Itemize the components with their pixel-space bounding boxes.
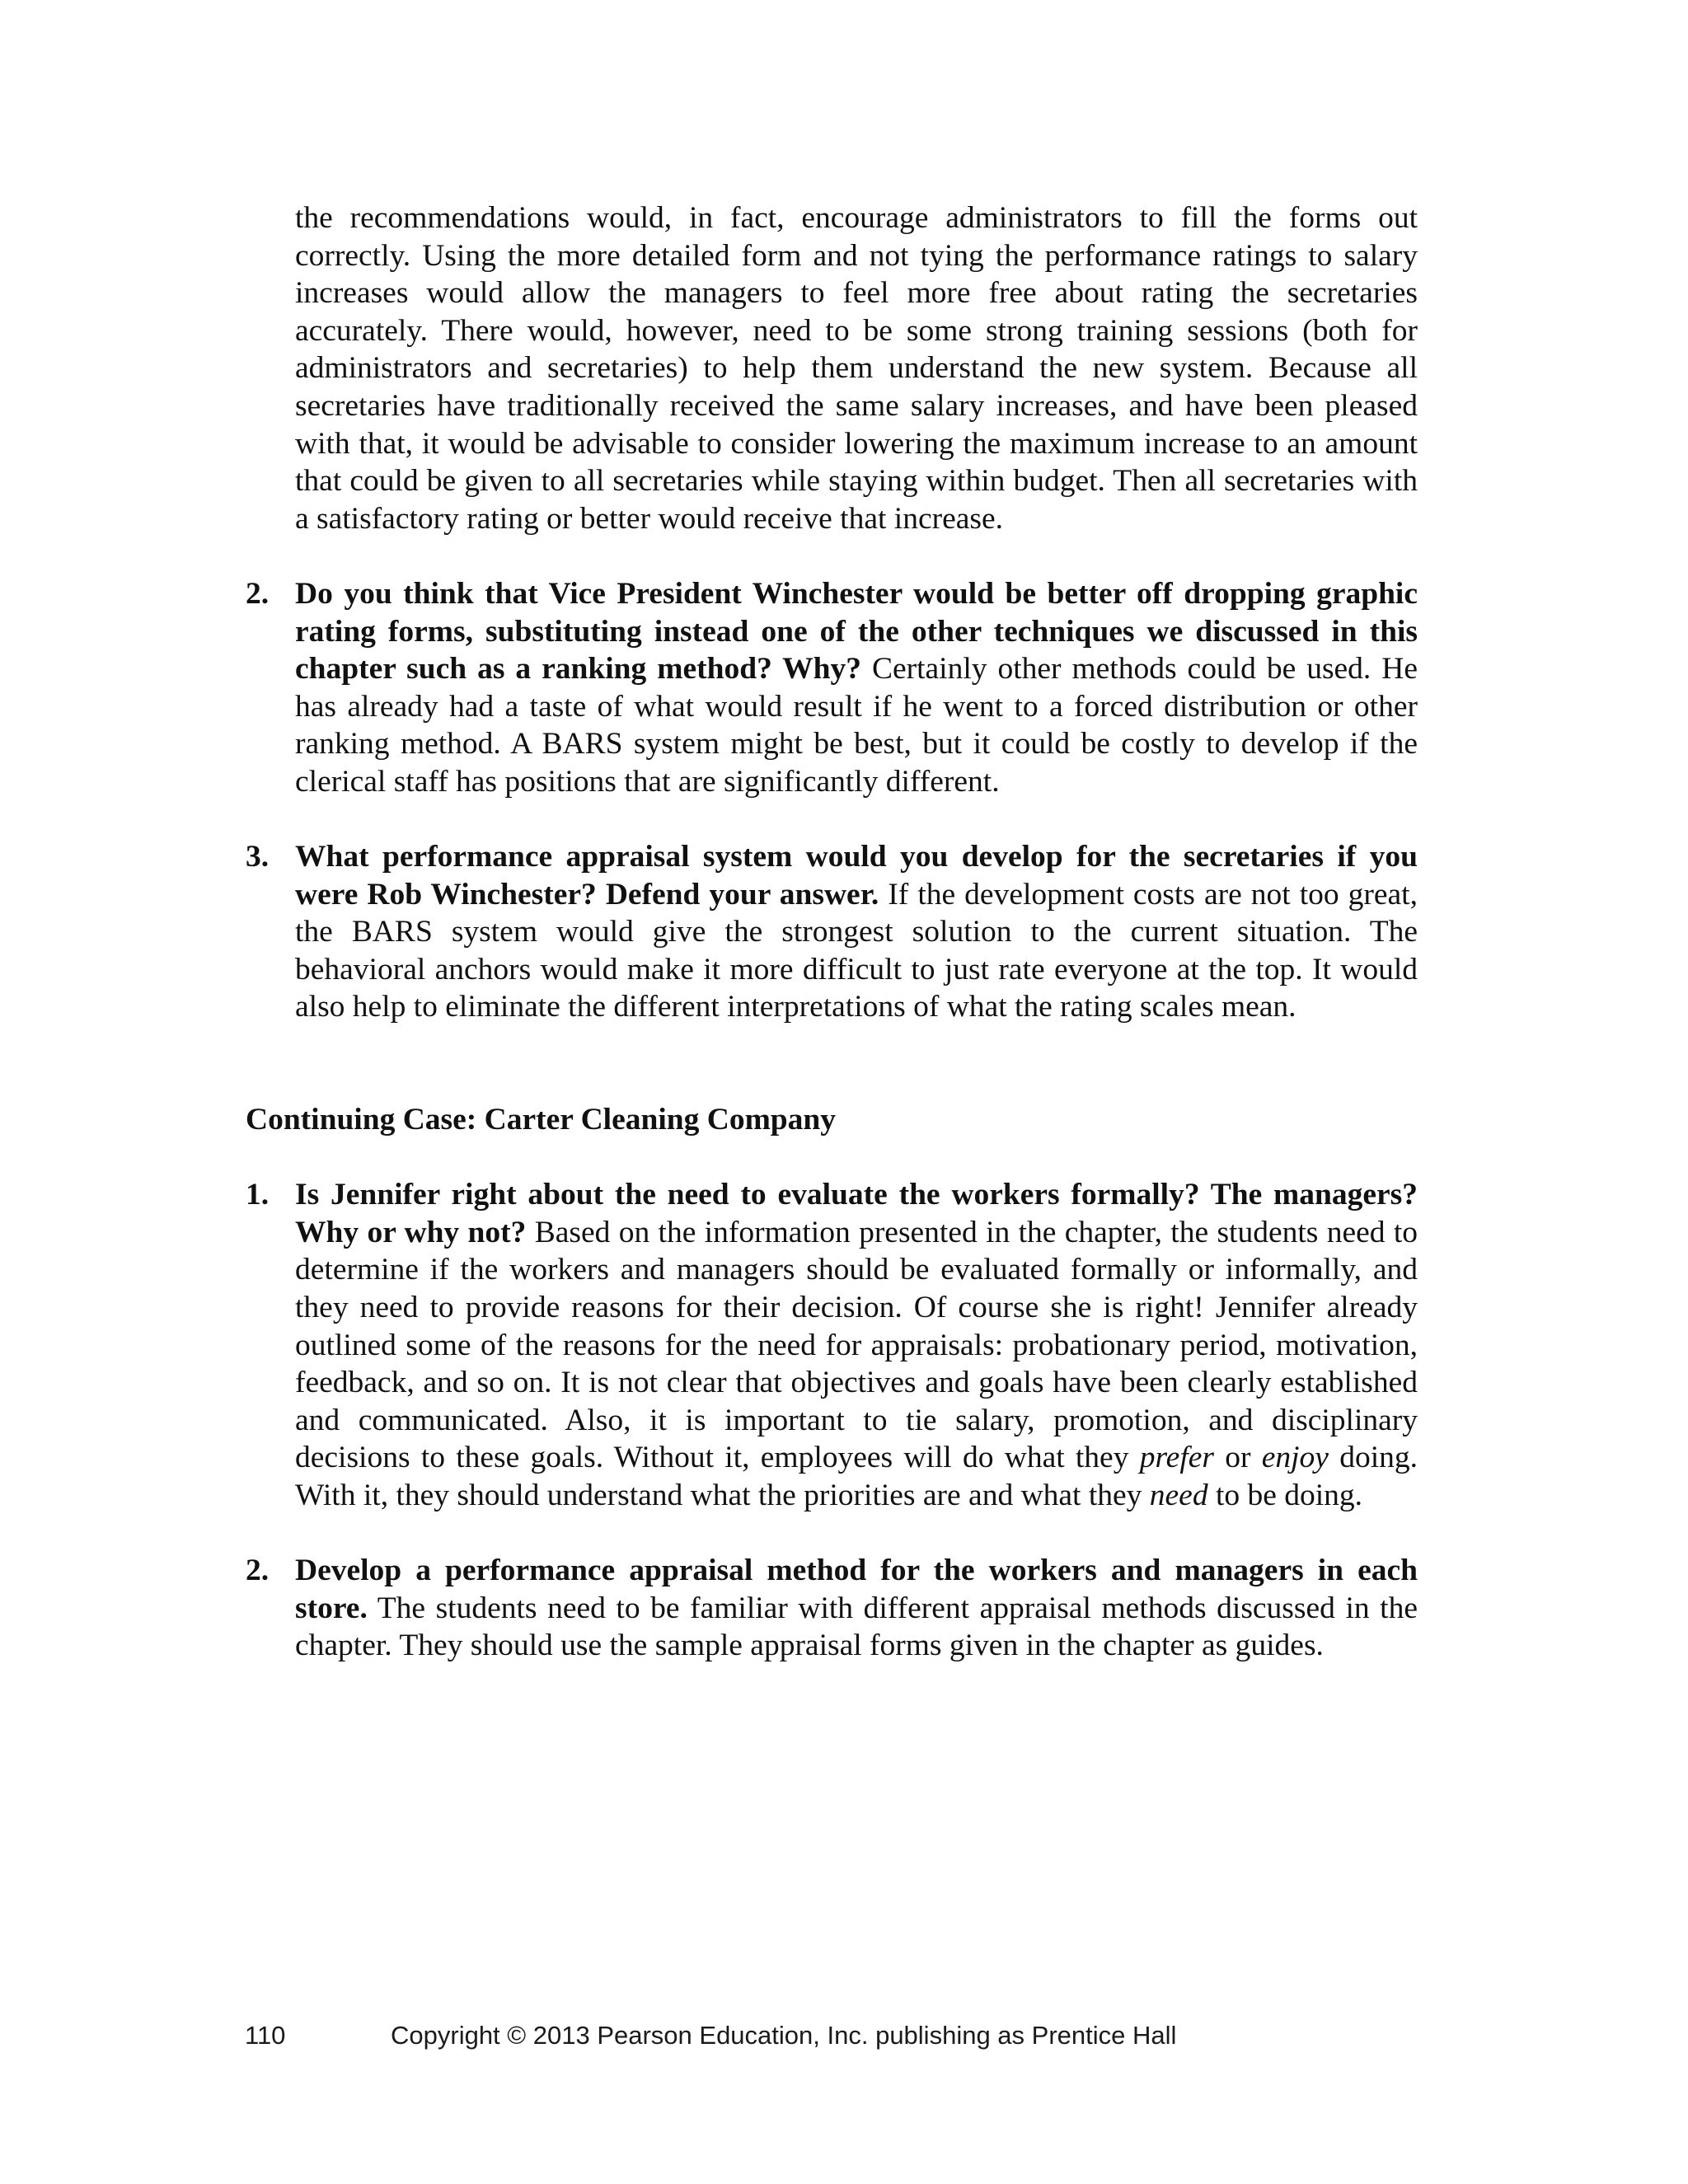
question-item-2 [246,575,1418,801]
answer-text-part3: doing. With it, they should understand what the priorities are and what they [295,1441,1418,1512]
case-question-item-2 [246,1552,1418,1665]
emphasis-enjoy: enjoy [1261,1441,1329,1475]
item-number: 2. [246,576,270,611]
question-item-3 [246,838,1418,1026]
question-text: What performance appraisal system would you develop for the secretaries if you were Rob Winchester? Defend your answer. [295,840,1418,912]
emphasis-need: need [1149,1479,1208,1512]
case-question-item-1 [246,1176,1418,1514]
page-content [246,199,1418,1665]
answer-text-part1: Based on the information presented in the chapter, the students need to determine if the workers and managers should be evaluated formally or informally, and they need to provide reasons for their decision. Of course she is right! Jennifer already outlined some of the reasons for the need for appraisals: probationary period, motivation, feedback, and so on. It is not clear that objectives and goals have been clearly established and communicated. Also, it is important to tie salary, promotion, and disciplinary decisions to these goals. Without it, employees will do what they [295,1215,1418,1475]
answer-text-part2: or [1213,1441,1262,1475]
question-text: Develop a performance appraisal method for the workers and managers in each store. [295,1554,1418,1625]
answer-text: Certainly other methods could be used. He has already had a taste of what would result if he went to a forced distribution or other ranking method. A BARS system might be best, but it could be costly to develop if the clerical staff has positions that are significantly different. [295,652,1418,799]
page-number: 110 [245,2021,286,2050]
emphasis-prefer: prefer [1139,1441,1214,1475]
answer-text: The students need to be familiar with different appraisal methods discussed in the chapter. They should use the sample appraisal forms given in the chapter as guides. [295,1591,1418,1663]
section-heading: Continuing Case: Carter Cleaning Company [246,1103,837,1137]
item-number: 3. [246,840,270,874]
copyright-notice: Copyright © 2013 Pearson Education, Inc. publishing as Prentice Hall [391,2021,1177,2050]
question-text: Do you think that Vice President Winchester would be better off dropping graphic rating forms, substituting instead one of the other techniques we discussed in this chapter such as a ranking method? Why? [295,576,1418,687]
item-number: 2. [246,1554,270,1588]
answer-text-part4: to be doing. [1207,1479,1363,1512]
continuation-paragraph: the recommendations would, in fact, encourage administrators to fill the forms out correctly. Using the more detailed form and not tying the performance ratings to salary increases would allow the managers to feel more free about rating the secretaries accurately. There would, however, need to be some strong training sessions (both for administrators and secretaries) to help them understand the new system. Because all secretaries have traditionally received the same salary increases, and have been pleased with that, it would be advisable to consider lowering the maximum increase to an amount that could be given to all secretaries while staying within budget. Then all secretaries with a satisfactory rating or better would receive that increase. [295,201,1418,536]
question-text: Is Jennifer right about the need to evaluate the workers formally? The managers? Why or why not? [295,1178,1418,1249]
item-number: 1. [246,1178,270,1212]
answer-text: If the development costs are not too great, the BARS system would give the strongest solution to the current situation. The behavioral anchors would make it more difficult to just rate everyone at the top. It would also help to eliminate the different interpretations of what the rating scales mean. [295,877,1418,1024]
